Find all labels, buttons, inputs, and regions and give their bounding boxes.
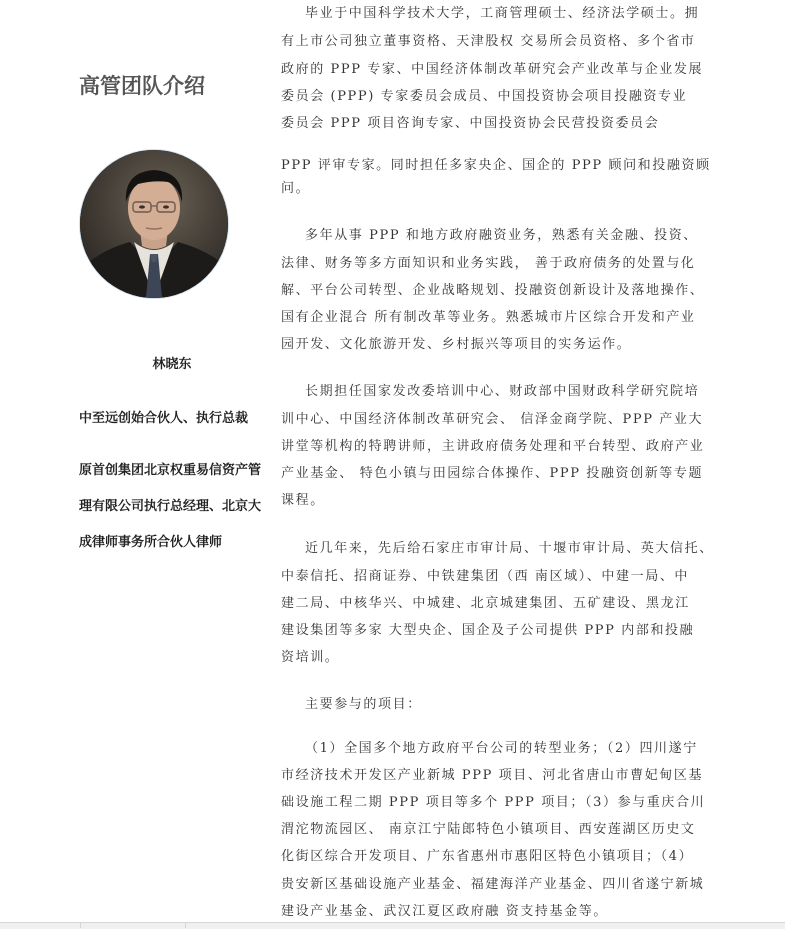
bio-line: 讲堂等机构的特聘讲师，主讲政府债务处理和平台转型、政府产业: [281, 439, 705, 454]
former-role-line: 理有限公司执行总经理、北京大: [79, 499, 262, 514]
bio-line: 委员会 (PPP) 专家委员会成员、中国投资协会项目投融资专业: [281, 89, 688, 104]
bio-line: （1）全国多个地方政府平台公司的转型业务；（2）四川遂宁: [305, 741, 698, 756]
bio-line: 市经济技术开发区产业新城 PPP 项目、河北省唐山市曹妃甸区基: [281, 768, 704, 783]
bio-line: 中泰信托、招商证券、中铁建集团（西 南区域）、中建一局、中: [281, 569, 690, 584]
bio-line: 建设产业基金、武汉江夏区政府融 资支持基金等。: [281, 904, 608, 919]
former-role-line: 成律师事务所合伙人律师: [79, 535, 223, 550]
bio-line: 园开发、文化旅游开发、乡村振兴等项目的实务运作。: [281, 337, 632, 352]
bio-line: 训中心、中国经济体制改革研究会、 信泽金商学院、PPP 产业大: [281, 412, 704, 427]
bio-line: 多年从事 PPP 和地方政府融资业务，熟悉有关金融、投资、: [305, 228, 698, 243]
former-role-line: 原首创集团北京权重易信资产管: [79, 463, 262, 478]
bio-line: 建设集团等多家 大型央企、国企及子公司提供 PPP 内部和投融: [281, 623, 695, 638]
bio-line: 问。: [281, 181, 311, 196]
bio-line: 法律、财务等多方面知识和业务实践， 善于政府债务的处置与化: [281, 256, 696, 271]
bio-line: 化街区综合开发项目、广东省惠州市惠阳区特色小镇项目；（4）: [281, 849, 694, 864]
profile-sidebar: [0, 0, 275, 928]
bio-line: 课程。: [281, 493, 325, 508]
bio-line: 贵安新区基础设施产业基金、福建海洋产业基金、四川省遂宁新城: [281, 877, 705, 892]
bio-line: 建二局、中核华兴、中城建、北京城建集团、五矿建设、黑龙江: [281, 596, 690, 611]
bio-line: 委员会 PPP 项目咨询专家、中国投资协会民营投资委员会: [281, 116, 660, 131]
person-title: 中至远创始合伙人、执行总裁: [79, 411, 249, 426]
bio-line: 资培训。: [281, 650, 340, 665]
toolbar-divider: [80, 923, 81, 928]
bio-line: 近几年来，先后给石家庄市审计局、十堰市审计局、英大信托、: [305, 541, 714, 556]
bio-line: 毕业于中国科学技术大学，工商管理硕士、经济法学硕士。拥: [305, 6, 700, 21]
bio-line: 解、平台公司转型、企业战略规划、投融资创新设计及落地操作、: [281, 283, 705, 298]
toolbar-divider: [185, 923, 186, 928]
bio-line: 国有企业混合 所有制改革等业务。熟悉城市片区综合开发和产业: [281, 310, 696, 325]
person-name: 林晓东: [152, 357, 192, 372]
section-title: 高管团队介绍: [79, 74, 205, 98]
avatar: [80, 150, 228, 298]
bio-line: PPP 评审专家。同时担任多家央企、国企的 PPP 顾问和投融资顾: [281, 158, 711, 173]
bio-line: 产业基金、 特色小镇与田园综合体操作、PPP 投融资创新等专题: [281, 466, 704, 481]
bio-line: 有上市公司独立董事资格、天津股权 交易所会员资格、多个省市: [281, 34, 696, 49]
bio-line: 长期担任国家发改委培训中心、财政部中国财政科学研究院培: [305, 384, 700, 399]
bio-line: 渭沱物流园区、 南京江宁陆郎特色小镇项目、西安莲湖区历史文: [281, 822, 696, 837]
bio-line: 政府的 PPP 专家、中国经济体制改革研究会产业改革与企业发展: [281, 62, 704, 77]
bio-line: 础设施工程二期 PPP 项目等多个 PPP 项目；（3）参与重庆合川: [281, 795, 706, 810]
bio-line: 主要参与的项目：: [305, 697, 422, 712]
portrait-photo-icon: [80, 150, 228, 298]
